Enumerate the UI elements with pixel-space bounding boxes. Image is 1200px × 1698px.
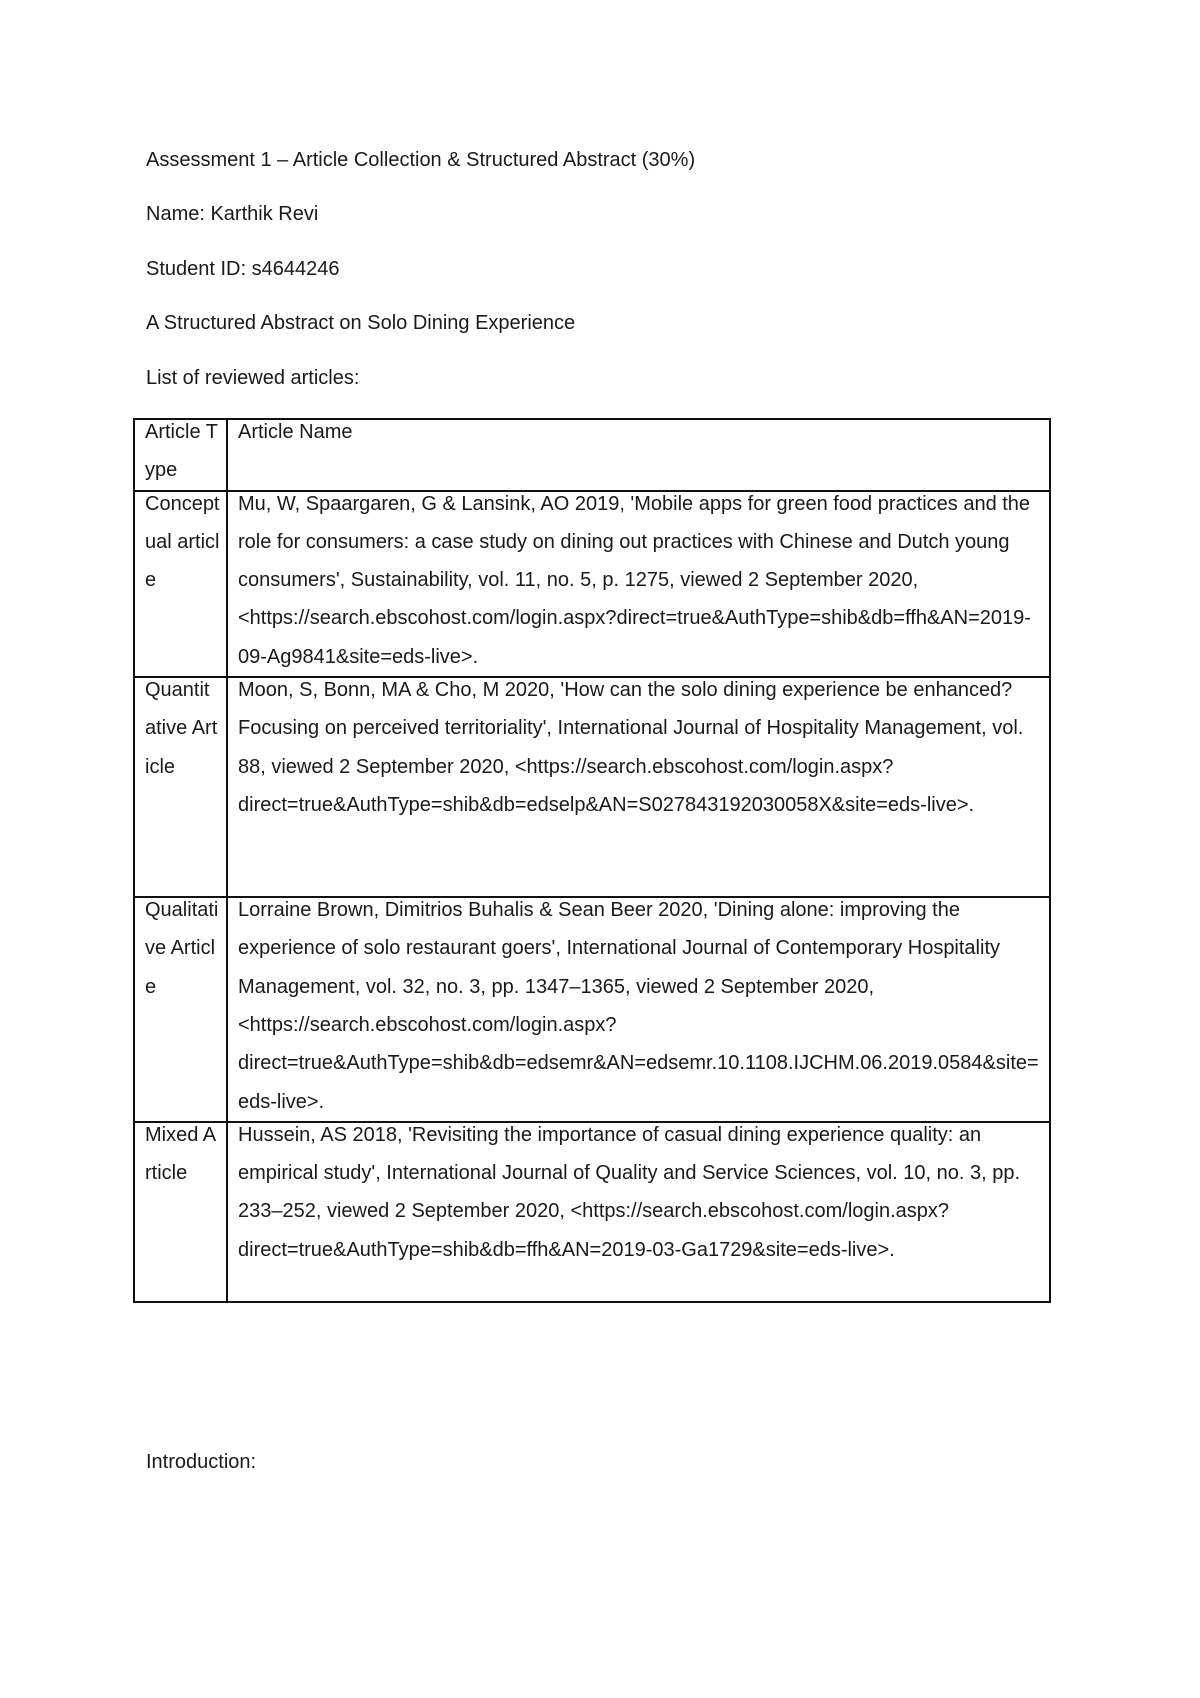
student-name: Name: Karthik Revi (146, 203, 319, 225)
header-article-name (227, 419, 1050, 491)
article-type: Quantitative Article (145, 679, 218, 778)
header-article-type (134, 419, 227, 491)
article-type: Qualitative Article (145, 899, 219, 998)
header-article-name-label: Article Name (238, 421, 353, 443)
document-title: Assessment 1 – Article Collection & Structured Abstract (30%) (146, 149, 696, 171)
student-id: Student ID: s4644246 (146, 258, 340, 280)
article-type-cell (134, 897, 227, 1122)
table-header-row (134, 419, 1050, 491)
article-name-cell (227, 677, 1050, 897)
table-row (134, 897, 1050, 1122)
header-article-type-label: Article Type (145, 421, 218, 482)
introduction-heading: Introduction: (146, 1451, 257, 1473)
article-name-cell (227, 897, 1050, 1122)
article-type: Mixed Article (145, 1123, 217, 1185)
article-name-cell (227, 1122, 1050, 1302)
reviewed-articles-table (133, 418, 1051, 1303)
article-type: Conceptual article (145, 492, 220, 592)
article-reference: Mu, W, Spaargaren, G & Lansink, AO 2019, 'Mobile apps for green food practices and the role for consumers: a case study on dining out practices with Chinese and Dutch young consumers', Sustainability, vol. 11, no. 5, p. 1275, viewed 2 September 2020, <https://search.ebscohost.com/login.aspx?direct=true&AuthType=shib&db=ffh&AN=2019-09-Ag9841&site=eds-live>. (238, 492, 1031, 668)
article-type-cell (134, 1122, 227, 1302)
article-name-cell (227, 491, 1050, 677)
abstract-heading: A Structured Abstract on Solo Dining Experience (146, 312, 576, 334)
article-reference: Hussein, AS 2018, 'Revisiting the importance of casual dining experience quality: an empirical study', International Journal of Quality and Service Sciences, vol. 10, no. 3, pp. 233–252, viewed 2 September 2020, <https://search.ebscohost.com/login.aspx?direct=true&AuthType=shib&db=ffh&AN=2019-03-Ga1729&site=eds-live>. (238, 1123, 1021, 1261)
table-row (134, 1122, 1050, 1302)
article-type-cell (134, 677, 227, 897)
table-row (134, 677, 1050, 897)
reviewed-articles-heading: List of reviewed articles: (146, 367, 360, 389)
table-row (134, 491, 1050, 677)
article-reference: Lorraine Brown, Dimitrios Buhalis & Sean Beer 2020, 'Dining alone: improving the experience of solo restaurant goers', International Journal of Contemporary Hospitality Management, vol. 32, no. 3, pp. 1347–1365, viewed 2 September 2020, <https://search.ebscohost.com/login.aspx?direct=true&AuthType=shib&db=edsemr&AN=edsemr.10.1108.IJCHM.06.2019.0584&site=eds-live>. (238, 899, 1039, 1113)
article-reference: Moon, S, Bonn, MA & Cho, M 2020, 'How can the solo dining experience be enhanced? Focusing on perceived territoriality', International Journal of Hospitality Management, vol. 88, viewed 2 September 2020, <https://search.ebscohost.com/login.aspx?direct=true&AuthType=shib&db=edselp&AN=S027843192030058X&site=eds-live>. (238, 679, 1024, 816)
article-type-cell (134, 491, 227, 677)
